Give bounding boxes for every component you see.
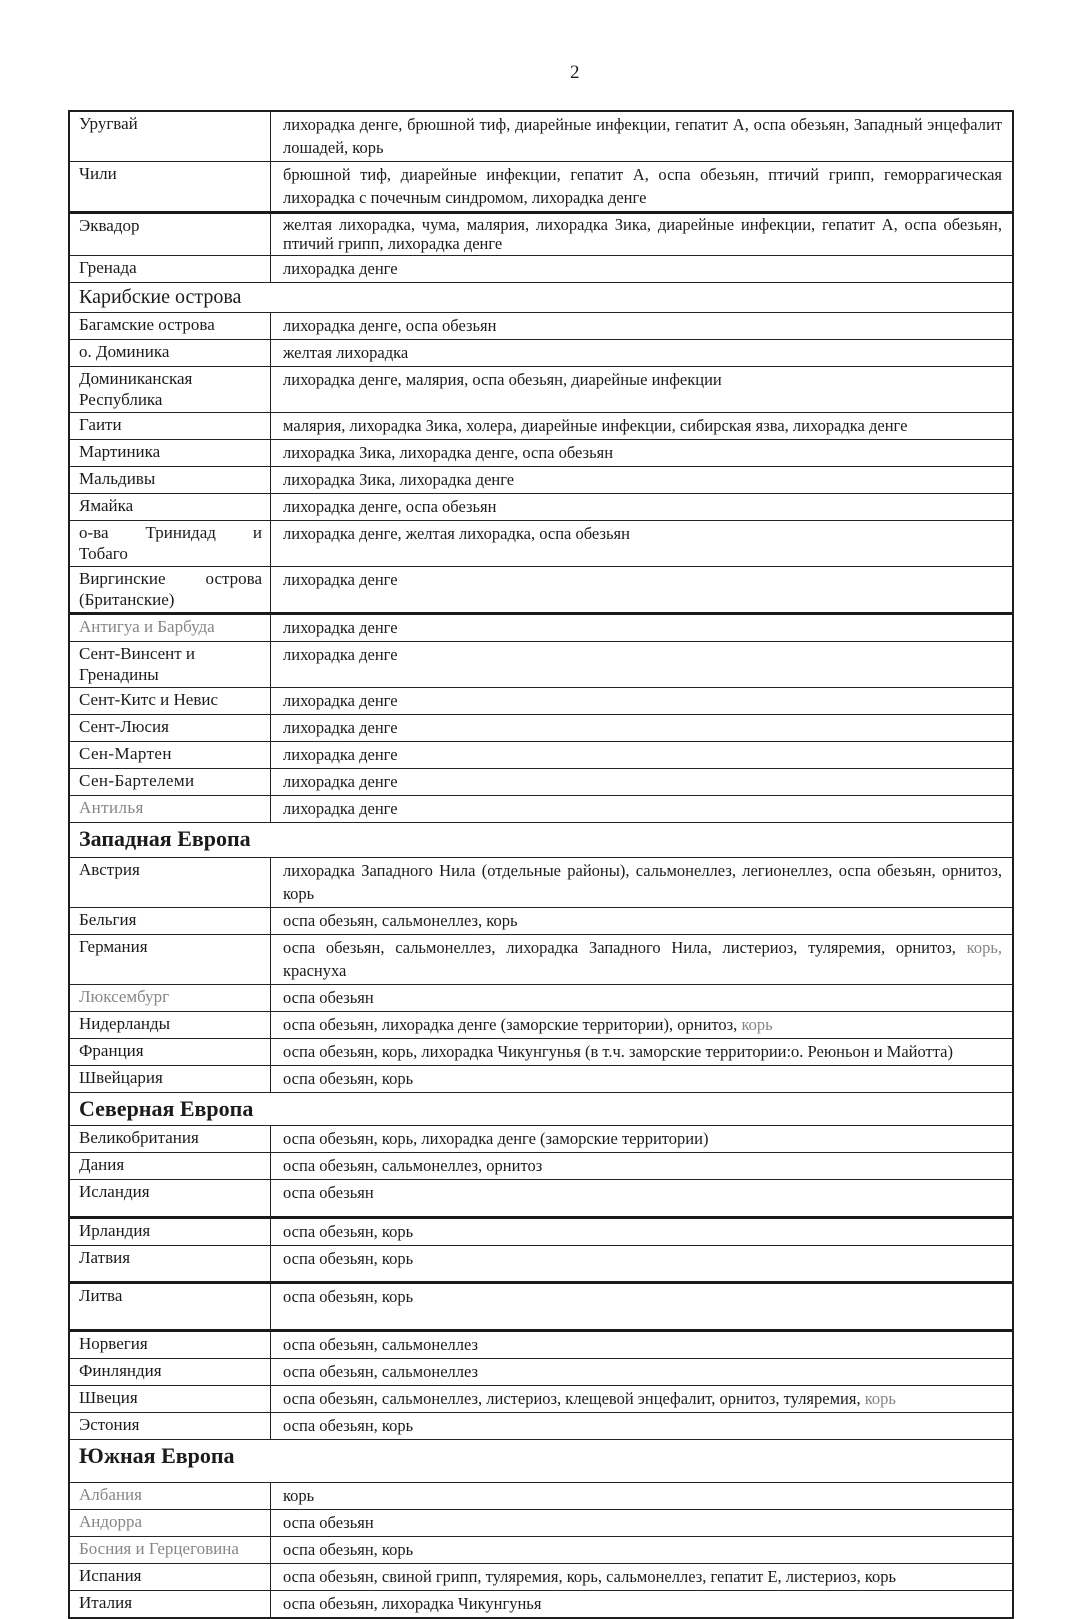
diseases-cell: оспа обезьян, корь: [270, 1219, 1012, 1245]
table-row: [70, 1246, 1012, 1284]
country-name-cell: Мальдивы: [79, 469, 156, 488]
country-name-line: Сент-Винсент и: [79, 644, 195, 663]
disease-text-segment: оспа обезьян, сальмонеллез, лихорадка Западного Нила, листериоз, туляремия, орнитоз,: [283, 938, 967, 957]
country-name-cell: Сен-Бартелеми: [79, 771, 195, 790]
diseases-cell: лихорадка денге, оспа обезьян: [270, 313, 1012, 339]
table-row: [70, 1537, 1012, 1564]
diseases-cell: оспа обезьян: [270, 1180, 1012, 1216]
table-row: [70, 494, 1012, 521]
country-name-cell: Бельгия: [79, 910, 137, 929]
country-name-line: Доминиканская: [79, 369, 193, 388]
table-row: [70, 1510, 1012, 1537]
diseases-cell: лихорадка денге: [270, 796, 1012, 822]
table-row: [70, 1126, 1012, 1153]
diseases-cell: лихорадка Зика, лихорадка денге, оспа обезьян: [270, 440, 1012, 466]
diseases-cell: оспа обезьян, лихорадка Чикунгунья: [270, 1591, 1012, 1617]
diseases-cell: лихорадка денге: [270, 567, 1012, 612]
section-title: Карибские острова: [79, 286, 242, 308]
table-row: [70, 440, 1012, 467]
diseases-cell: брюшной тиф, диарейные инфекции, гепатит А, оспа обезьян, птичий грипп, геморрагическая лихорадка с почечным синдромом, лихорадка денге: [270, 162, 1012, 211]
diseases-cell: оспа обезьян, корь: [270, 1413, 1012, 1439]
table-row: [70, 985, 1012, 1012]
table-row: [70, 1039, 1012, 1066]
country-name-cell: Испания: [79, 1566, 142, 1585]
table-row: [70, 521, 1012, 567]
diseases-cell: [270, 1386, 1012, 1412]
country-name-line: Гренадины: [79, 665, 159, 684]
country-name-cell: Эстония: [79, 1415, 140, 1434]
section-row: [70, 1093, 1012, 1126]
diseases-cell: оспа обезьян, сальмонеллез: [270, 1359, 1012, 1385]
table-row: [70, 1012, 1012, 1039]
diseases-cell: оспа обезьян, корь: [270, 1246, 1012, 1281]
diseases-cell: оспа обезьян, корь, лихорадка Чикунгунья (в т.ч. заморские территории:о. Реюньон и Майотта): [270, 1039, 1012, 1065]
country-name-cell: Багамские острова: [79, 315, 215, 334]
country-name-cell: Антигуа и Барбуда: [79, 617, 215, 636]
diseases-cell: оспа обезьян: [270, 1510, 1012, 1536]
country-name-line: Республика: [79, 390, 163, 409]
country-name-cell: Албания: [79, 1485, 142, 1504]
disease-text-segment: краснуха: [283, 961, 347, 980]
table-row: [70, 1284, 1012, 1332]
diseases-cell: оспа обезьян, сальмонеллез: [270, 1332, 1012, 1358]
section-title: Северная Европа: [79, 1096, 254, 1121]
diseases-cell: оспа обезьян, корь: [270, 1537, 1012, 1563]
section-row: [70, 1440, 1012, 1483]
disease-text-segment: корь: [864, 1389, 896, 1408]
country-name-cell: Чили: [79, 164, 117, 183]
disease-text-segment: оспа обезьян, лихорадка денге (заморские территории), орнитоз,: [283, 1015, 742, 1034]
table-row: [70, 796, 1012, 823]
diseases-cell: лихорадка денге: [270, 742, 1012, 768]
table-row: [70, 1219, 1012, 1246]
country-name-cell: Нидерланды: [79, 1014, 171, 1033]
country-name-cell: [70, 567, 270, 612]
table-row: [70, 935, 1012, 985]
section-title: Южная Европа: [79, 1443, 235, 1468]
country-name-cell: Сент-Китс и Невис: [79, 690, 218, 709]
table-row: [70, 1359, 1012, 1386]
table-row: [70, 413, 1012, 440]
country-name-cell: Норвегия: [79, 1334, 148, 1353]
diseases-cell: [270, 935, 1012, 984]
country-name-line: Тобаго: [79, 544, 128, 563]
table-row: [70, 908, 1012, 935]
table-row: [70, 1066, 1012, 1093]
table-row: [70, 1413, 1012, 1440]
table-row: [70, 162, 1012, 214]
diseases-cell: корь: [270, 1483, 1012, 1509]
diseases-cell: лихорадка Западного Нила (отдельные районы), сальмонеллез, легионеллез, оспа обезьян, орнитоз, корь: [270, 858, 1012, 907]
diseases-cell: лихорадка денге: [270, 688, 1012, 714]
table-row: [70, 367, 1012, 413]
country-name-cell: Австрия: [79, 860, 140, 879]
table-row: [70, 340, 1012, 367]
diseases-cell: лихорадка денге: [270, 715, 1012, 741]
table-row: [70, 1153, 1012, 1180]
diseases-cell: оспа обезьян, корь: [270, 1284, 1012, 1329]
table-row: [70, 1386, 1012, 1413]
country-name-cell: Андорра: [79, 1512, 143, 1531]
country-name-cell: Литва: [79, 1286, 123, 1305]
country-name-cell: Великобритания: [79, 1128, 199, 1147]
country-name-cell: Мартиника: [79, 442, 161, 461]
country-name-line: о-ва Тринидад и: [79, 523, 262, 542]
country-name-cell: Эквадор: [79, 216, 140, 235]
diseases-cell: лихорадка денге, малярия, оспа обезьян, диарейные инфекции: [270, 367, 1012, 412]
country-name-cell: Франция: [79, 1041, 144, 1060]
table-row: [70, 214, 1012, 256]
section-title: Западная Европа: [79, 826, 251, 851]
country-name-cell: Уругвай: [79, 114, 138, 133]
table-row: [70, 858, 1012, 908]
country-name-cell: [70, 642, 270, 687]
diseases-cell: [270, 1012, 1012, 1038]
country-name-cell: Швеция: [79, 1388, 138, 1407]
diseases-cell: оспа обезьян: [270, 985, 1012, 1011]
table-row: [70, 1564, 1012, 1591]
diseases-cell: лихорадка денге, желтая лихорадка, оспа обезьян: [270, 521, 1012, 566]
diseases-cell: лихорадка денге: [270, 615, 1012, 641]
diseases-cell: оспа обезьян, сальмонеллез, орнитоз: [270, 1153, 1012, 1179]
diseases-cell: лихорадка денге: [270, 256, 1012, 282]
country-name-cell: Сен-Мартен: [79, 744, 172, 763]
country-name-cell: Италия: [79, 1593, 133, 1612]
country-name-cell: Германия: [79, 937, 148, 956]
diseases-cell: лихорадка денге: [270, 769, 1012, 795]
country-name-cell: Швейцария: [79, 1068, 163, 1087]
disease-table: [68, 110, 1014, 1619]
table-row: [70, 467, 1012, 494]
country-name-cell: Ямайка: [79, 496, 134, 515]
diseases-cell: желтая лихорадка: [270, 340, 1012, 366]
table-row: [70, 688, 1012, 715]
table-row: [70, 1591, 1012, 1617]
table-row: [70, 769, 1012, 796]
country-name-cell: Ирландия: [79, 1221, 151, 1240]
diseases-cell: оспа обезьян, корь: [270, 1066, 1012, 1092]
country-name-cell: Исландия: [79, 1182, 150, 1201]
table-row: [70, 1180, 1012, 1219]
country-name-cell: [70, 367, 270, 412]
section-row: [70, 283, 1012, 313]
country-name-cell: Финляндия: [79, 1361, 162, 1380]
table-row: [70, 256, 1012, 283]
country-name-line: Виргинские острова: [79, 569, 262, 588]
disease-text-segment: оспа обезьян, сальмонеллез, листериоз, клещевой энцефалит, орнитоз, туляремия,: [283, 1389, 865, 1408]
diseases-cell: оспа обезьян, свиной грипп, туляремия, корь, сальмонеллез, гепатит Е, листериоз, корь: [270, 1564, 1012, 1590]
table-row: [70, 567, 1012, 615]
country-name-cell: Люксембург: [79, 987, 170, 1006]
page-number: 2: [570, 62, 580, 83]
country-name-cell: Сент-Люсия: [79, 717, 169, 736]
disease-text-segment: корь,: [966, 938, 1002, 957]
table-row: [70, 742, 1012, 769]
country-name-cell: Дания: [79, 1155, 125, 1174]
table-row: [70, 1332, 1012, 1359]
diseases-cell: лихорадка Зика, лихорадка денге: [270, 467, 1012, 493]
table-row: [70, 112, 1012, 162]
diseases-cell: лихорадка денге, брюшной тиф, диарейные инфекции, гепатит А, оспа обезьян, Западный энцефалит лошадей, корь: [270, 112, 1012, 161]
table-row: [70, 1483, 1012, 1510]
section-row: [70, 823, 1012, 858]
country-name-cell: [70, 521, 270, 566]
diseases-cell: оспа обезьян, сальмонеллез, корь: [270, 908, 1012, 934]
diseases-cell: лихорадка денге: [270, 642, 1012, 687]
table-row: [70, 715, 1012, 742]
table-row: [70, 313, 1012, 340]
country-name-cell: Гаити: [79, 415, 122, 434]
country-name-cell: Босния и Герцеговина: [79, 1539, 239, 1558]
country-name-cell: Латвия: [79, 1248, 131, 1267]
disease-text-segment: корь: [741, 1015, 773, 1034]
country-name-cell: о. Доминика: [79, 342, 170, 361]
country-name-cell: Антилья: [79, 798, 144, 817]
diseases-cell: лихорадка денге, оспа обезьян: [270, 494, 1012, 520]
country-name-cell: Гренада: [79, 258, 137, 277]
diseases-cell: желтая лихорадка, чума, малярия, лихорадка Зика, диарейные инфекции, гепатит А, оспа обезьян, птичий грипп, лихорадка денге: [270, 214, 1012, 255]
table-row: [70, 615, 1012, 642]
diseases-cell: оспа обезьян, корь, лихорадка денге (заморские территории): [270, 1126, 1012, 1152]
table-row: [70, 642, 1012, 688]
country-name-line: (Британские): [79, 590, 175, 609]
diseases-cell: малярия, лихорадка Зика, холера, диарейные инфекции, сибирская язва, лихорадка денге: [270, 413, 1012, 439]
